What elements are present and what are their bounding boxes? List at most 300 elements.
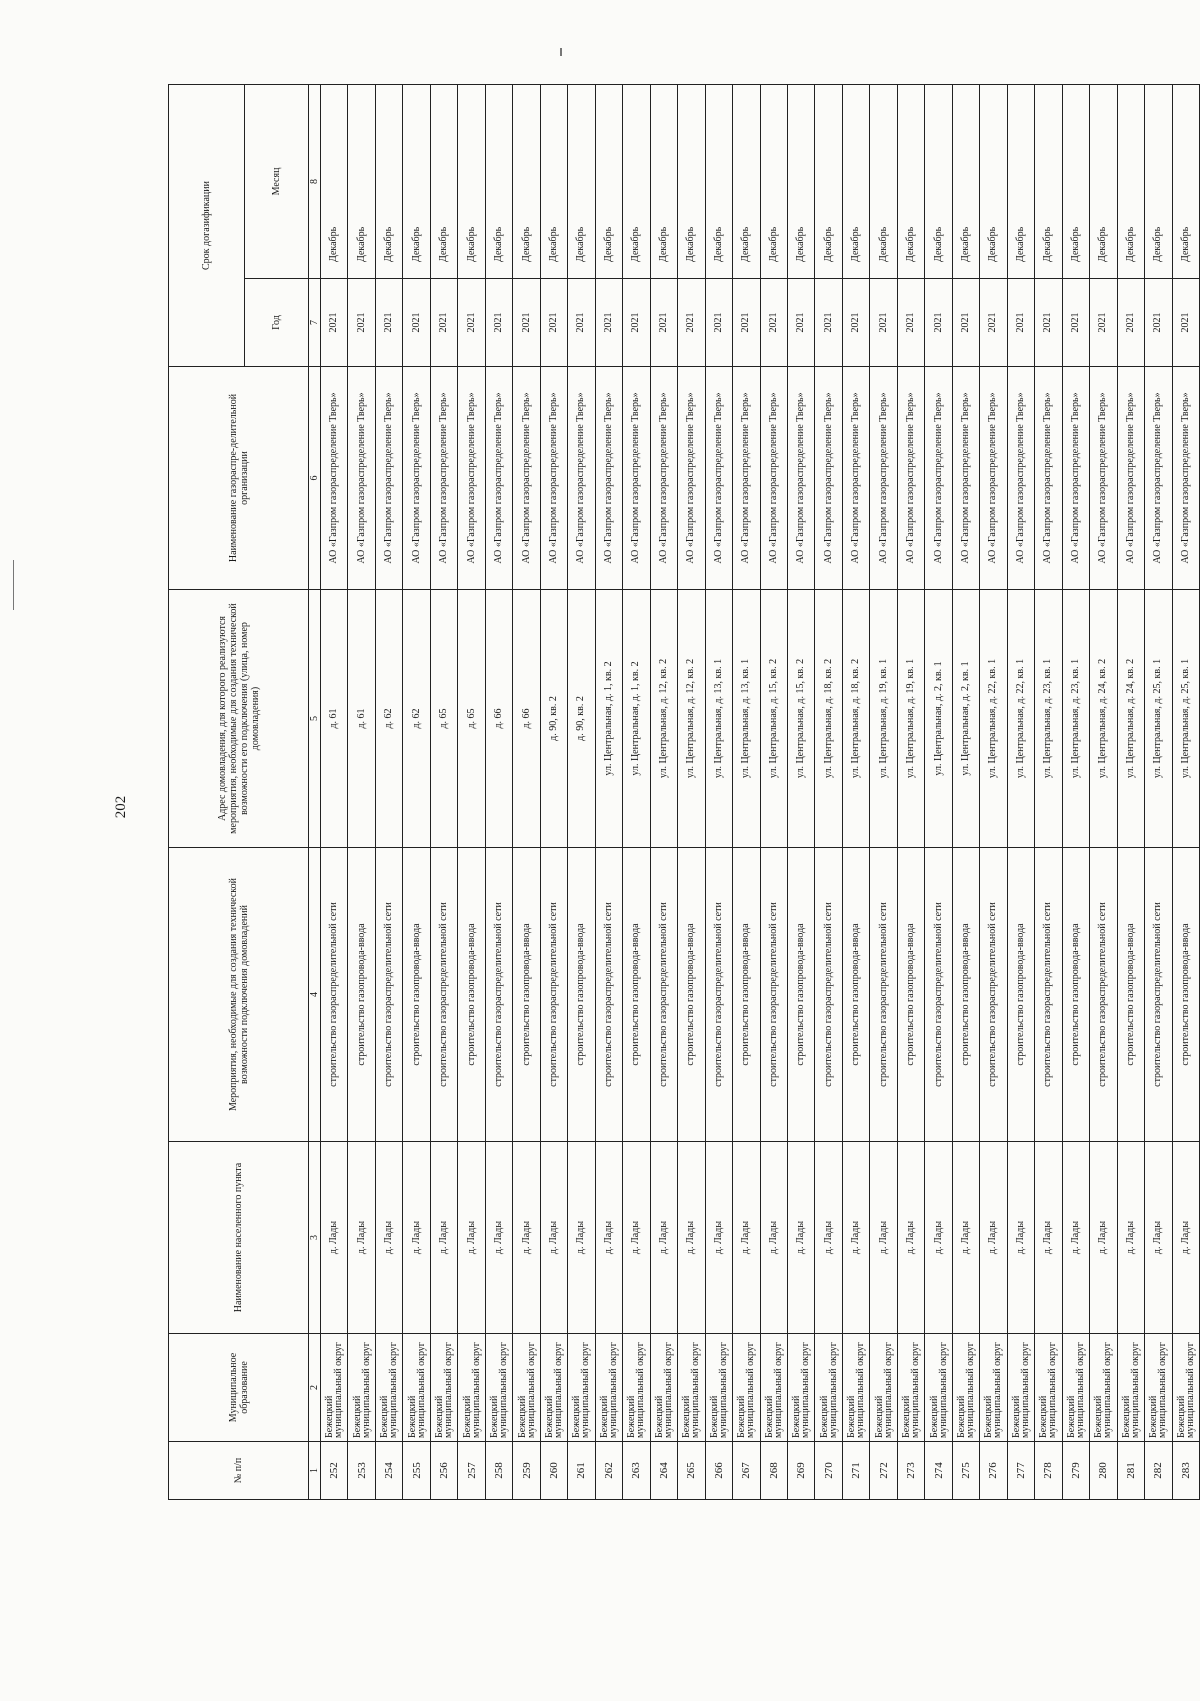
measure-cell: строительство газораспределительной сети bbox=[595, 848, 622, 1142]
row-number: 263 bbox=[623, 1442, 650, 1500]
municipality-cell: Бежецкий муниципальный округ bbox=[485, 1334, 512, 1442]
year-cell: 2021 bbox=[623, 279, 650, 367]
year-cell: 2021 bbox=[375, 279, 402, 367]
month-cell: Декабрь bbox=[760, 85, 787, 279]
year-cell: 2021 bbox=[760, 279, 787, 367]
address-cell: д. 66 bbox=[485, 590, 512, 848]
municipality-cell: Бежецкий муниципальный округ bbox=[513, 1334, 540, 1442]
municipality-cell: Бежецкий муниципальный округ bbox=[540, 1334, 567, 1442]
municipality-cell: Бежецкий муниципальный округ bbox=[1172, 1334, 1199, 1442]
measure-cell: строительство газораспределительной сети bbox=[540, 848, 567, 1142]
row-number: 252 bbox=[321, 1442, 348, 1500]
organization-cell: АО «Газпром газораспределение Тверь» bbox=[458, 367, 485, 590]
row-number: 267 bbox=[733, 1442, 760, 1500]
table-row bbox=[458, 85, 485, 1500]
address-cell: ул. Центральная, д. 12, кв. 2 bbox=[650, 590, 677, 848]
address-cell: ул. Центральная, д. 24, кв. 2 bbox=[1117, 590, 1144, 848]
year-cell: 2021 bbox=[733, 279, 760, 367]
scan-artifact bbox=[13, 560, 14, 610]
row-number: 269 bbox=[787, 1442, 814, 1500]
month-cell: Декабрь bbox=[1172, 85, 1199, 279]
column-number: 4 bbox=[309, 848, 321, 1142]
row-number: 278 bbox=[1035, 1442, 1062, 1500]
measure-cell: строительство газопровода-ввода bbox=[513, 848, 540, 1142]
organization-cell: АО «Газпром газораспределение Тверь» bbox=[760, 367, 787, 590]
organization-cell: АО «Газпром газораспределение Тверь» bbox=[1145, 367, 1172, 590]
address-cell: д. 65 bbox=[458, 590, 485, 848]
organization-cell: АО «Газпром газораспределение Тверь» bbox=[375, 367, 402, 590]
measure-cell: строительство газораспределительной сети bbox=[430, 848, 457, 1142]
measure-cell: строительство газопровода-ввода bbox=[787, 848, 814, 1142]
table-row bbox=[787, 85, 814, 1500]
table-row bbox=[678, 85, 705, 1500]
organization-cell: АО «Газпром газораспределение Тверь» bbox=[787, 367, 814, 590]
table-row bbox=[815, 85, 842, 1500]
address-cell: ул. Центральная, д. 19, кв. 1 bbox=[897, 590, 924, 848]
row-number: 271 bbox=[842, 1442, 869, 1500]
table-row bbox=[623, 85, 650, 1500]
table-row bbox=[348, 85, 375, 1500]
table-row bbox=[760, 85, 787, 1500]
municipality-cell: Бежецкий муниципальный округ bbox=[321, 1334, 348, 1442]
settlement-cell: д. Лады bbox=[403, 1142, 430, 1334]
year-cell: 2021 bbox=[952, 279, 979, 367]
row-number: 266 bbox=[705, 1442, 732, 1500]
row-number: 283 bbox=[1172, 1442, 1199, 1500]
organization-cell: АО «Газпром газораспределение Тверь» bbox=[897, 367, 924, 590]
municipality-cell: Бежецкий муниципальный округ bbox=[980, 1334, 1007, 1442]
address-cell: ул. Центральная, д. 22, кв. 1 bbox=[1007, 590, 1034, 848]
measure-cell: строительство газопровода-ввода bbox=[897, 848, 924, 1142]
measure-cell: строительство газораспределительной сети bbox=[925, 848, 952, 1142]
address-cell: д. 90, кв. 2 bbox=[568, 590, 595, 848]
settlement-cell: д. Лады bbox=[1062, 1142, 1089, 1334]
year-cell: 2021 bbox=[1145, 279, 1172, 367]
measure-cell: строительство газопровода-ввода bbox=[1007, 848, 1034, 1142]
month-cell: Декабрь bbox=[568, 85, 595, 279]
table-row bbox=[568, 85, 595, 1500]
year-cell: 2021 bbox=[1035, 279, 1062, 367]
address-cell: ул. Центральная, д. 13, кв. 1 bbox=[733, 590, 760, 848]
row-number: 260 bbox=[540, 1442, 567, 1500]
year-cell: 2021 bbox=[568, 279, 595, 367]
table-row bbox=[1007, 85, 1034, 1500]
table-row bbox=[952, 85, 979, 1500]
column-number: 3 bbox=[309, 1142, 321, 1334]
month-cell: Декабрь bbox=[430, 85, 457, 279]
column-number-row bbox=[309, 85, 321, 1500]
header-measures: Мероприятия, необходимые для создания технической возможности подключения домовладений bbox=[169, 848, 309, 1142]
table-row bbox=[1035, 85, 1062, 1500]
table-row bbox=[897, 85, 924, 1500]
measure-cell: строительство газораспределительной сети bbox=[321, 848, 348, 1142]
month-cell: Декабрь bbox=[485, 85, 512, 279]
row-number: 282 bbox=[1145, 1442, 1172, 1500]
address-cell: ул. Центральная, д. 1, кв. 2 bbox=[595, 590, 622, 848]
year-cell: 2021 bbox=[321, 279, 348, 367]
month-cell: Декабрь bbox=[1035, 85, 1062, 279]
month-cell: Декабрь bbox=[815, 85, 842, 279]
month-cell: Декабрь bbox=[1062, 85, 1089, 279]
row-number: 256 bbox=[430, 1442, 457, 1500]
organization-cell: АО «Газпром газораспределение Тверь» bbox=[842, 367, 869, 590]
table-row bbox=[842, 85, 869, 1500]
organization-cell: АО «Газпром газораспределение Тверь» bbox=[348, 367, 375, 590]
row-number: 276 bbox=[980, 1442, 1007, 1500]
row-number: 277 bbox=[1007, 1442, 1034, 1500]
measure-cell: строительство газопровода-ввода bbox=[403, 848, 430, 1142]
row-number: 254 bbox=[375, 1442, 402, 1500]
organization-cell: АО «Газпром газораспределение Тверь» bbox=[870, 367, 897, 590]
address-cell: ул. Центральная, д. 18, кв. 2 bbox=[842, 590, 869, 848]
year-cell: 2021 bbox=[678, 279, 705, 367]
measure-cell: строительство газораспределительной сети bbox=[1090, 848, 1117, 1142]
municipality-cell: Бежецкий муниципальный округ bbox=[1062, 1334, 1089, 1442]
organization-cell: АО «Газпром газораспределение Тверь» bbox=[1090, 367, 1117, 590]
month-cell: Декабрь bbox=[1090, 85, 1117, 279]
municipality-cell: Бежецкий муниципальный округ bbox=[925, 1334, 952, 1442]
municipality-cell: Бежецкий муниципальный округ bbox=[760, 1334, 787, 1442]
year-cell: 2021 bbox=[595, 279, 622, 367]
table-row bbox=[595, 85, 622, 1500]
municipality-cell: Бежецкий муниципальный округ bbox=[705, 1334, 732, 1442]
settlement-cell: д. Лады bbox=[678, 1142, 705, 1334]
table-row bbox=[485, 85, 512, 1500]
month-cell: Декабрь bbox=[705, 85, 732, 279]
page-number: 202 bbox=[113, 795, 129, 819]
address-cell: д. 61 bbox=[321, 590, 348, 848]
settlement-cell: д. Лады bbox=[540, 1142, 567, 1334]
settlement-cell: д. Лады bbox=[1117, 1142, 1144, 1334]
measure-cell: строительство газопровода-ввода bbox=[952, 848, 979, 1142]
organization-cell: АО «Газпром газораспределение Тверь» bbox=[952, 367, 979, 590]
organization-cell: АО «Газпром газораспределение Тверь» bbox=[925, 367, 952, 590]
measure-cell: строительство газораспределительной сети bbox=[1145, 848, 1172, 1142]
table-row bbox=[705, 85, 732, 1500]
month-cell: Декабрь bbox=[678, 85, 705, 279]
settlement-cell: д. Лады bbox=[1172, 1142, 1199, 1334]
address-cell: ул. Центральная, д. 25, кв. 1 bbox=[1145, 590, 1172, 848]
settlement-cell: д. Лады bbox=[733, 1142, 760, 1334]
settlement-cell: д. Лады bbox=[430, 1142, 457, 1334]
address-cell: д. 66 bbox=[513, 590, 540, 848]
address-cell: ул. Центральная, д. 23, кв. 1 bbox=[1035, 590, 1062, 848]
address-cell: ул. Центральная, д. 15, кв. 2 bbox=[760, 590, 787, 848]
row-number: 253 bbox=[348, 1442, 375, 1500]
settlement-cell: д. Лады bbox=[513, 1142, 540, 1334]
organization-cell: АО «Газпром газораспределение Тверь» bbox=[568, 367, 595, 590]
month-cell: Декабрь bbox=[650, 85, 677, 279]
municipality-cell: Бежецкий муниципальный округ bbox=[403, 1334, 430, 1442]
year-cell: 2021 bbox=[1090, 279, 1117, 367]
organization-cell: АО «Газпром газораспределение Тверь» bbox=[485, 367, 512, 590]
settlement-cell: д. Лады bbox=[1035, 1142, 1062, 1334]
address-cell: ул. Центральная, д. 2, кв. 1 bbox=[925, 590, 952, 848]
month-cell: Декабрь bbox=[870, 85, 897, 279]
settlement-cell: д. Лады bbox=[952, 1142, 979, 1334]
settlement-cell: д. Лады bbox=[815, 1142, 842, 1334]
header-year: Год bbox=[245, 279, 309, 367]
table-body bbox=[321, 85, 1200, 1500]
measure-cell: строительство газораспределительной сети bbox=[870, 848, 897, 1142]
organization-cell: АО «Газпром газораспределение Тверь» bbox=[678, 367, 705, 590]
settlement-cell: д. Лады bbox=[568, 1142, 595, 1334]
month-cell: Декабрь bbox=[842, 85, 869, 279]
measure-cell: строительство газораспределительной сети bbox=[705, 848, 732, 1142]
table-row bbox=[650, 85, 677, 1500]
month-cell: Декабрь bbox=[1145, 85, 1172, 279]
municipality-cell: Бежецкий муниципальный округ bbox=[678, 1334, 705, 1442]
row-number: 255 bbox=[403, 1442, 430, 1500]
municipality-cell: Бежецкий муниципальный округ bbox=[375, 1334, 402, 1442]
settlement-cell: д. Лады bbox=[1007, 1142, 1034, 1334]
municipality-cell: Бежецкий муниципальный округ bbox=[870, 1334, 897, 1442]
header-settlement: Наименование населенного пункта bbox=[169, 1142, 309, 1334]
table-row bbox=[1172, 85, 1199, 1500]
table-row bbox=[403, 85, 430, 1500]
month-cell: Декабрь bbox=[540, 85, 567, 279]
table-row bbox=[375, 85, 402, 1500]
header-num: № п/п bbox=[169, 1442, 309, 1500]
year-cell: 2021 bbox=[815, 279, 842, 367]
measure-cell: строительство газопровода-ввода bbox=[623, 848, 650, 1142]
month-cell: Декабрь bbox=[513, 85, 540, 279]
settlement-cell: д. Лады bbox=[870, 1142, 897, 1334]
table-row bbox=[733, 85, 760, 1500]
measure-cell: строительство газораспределительной сети bbox=[485, 848, 512, 1142]
year-cell: 2021 bbox=[842, 279, 869, 367]
address-cell: д. 65 bbox=[430, 590, 457, 848]
settlement-cell: д. Лады bbox=[623, 1142, 650, 1334]
organization-cell: АО «Газпром газораспределение Тверь» bbox=[321, 367, 348, 590]
header-deadline: Срок догазификации bbox=[169, 85, 245, 367]
organization-cell: АО «Газпром газораспределение Тверь» bbox=[1172, 367, 1199, 590]
settlement-cell: д. Лады bbox=[705, 1142, 732, 1334]
municipality-cell: Бежецкий муниципальный округ bbox=[1090, 1334, 1117, 1442]
settlement-cell: д. Лады bbox=[787, 1142, 814, 1334]
measure-cell: строительство газопровода-ввода bbox=[348, 848, 375, 1142]
organization-cell: АО «Газпром газораспределение Тверь» bbox=[1117, 367, 1144, 590]
organization-cell: АО «Газпром газораспределение Тверь» bbox=[623, 367, 650, 590]
municipality-cell: Бежецкий муниципальный округ bbox=[430, 1334, 457, 1442]
row-number: 258 bbox=[485, 1442, 512, 1500]
measure-cell: строительство газораспределительной сети bbox=[815, 848, 842, 1142]
table-header bbox=[169, 85, 321, 1500]
municipality-cell: Бежецкий муниципальный округ bbox=[787, 1334, 814, 1442]
header-municipality: Муниципальное образование bbox=[169, 1334, 309, 1442]
year-cell: 2021 bbox=[1007, 279, 1034, 367]
table-row bbox=[540, 85, 567, 1500]
year-cell: 2021 bbox=[1062, 279, 1089, 367]
year-cell: 2021 bbox=[430, 279, 457, 367]
settlement-cell: д. Лады bbox=[980, 1142, 1007, 1334]
table-row bbox=[321, 85, 348, 1500]
municipality-cell: Бежецкий муниципальный округ bbox=[595, 1334, 622, 1442]
month-cell: Декабрь bbox=[897, 85, 924, 279]
organization-cell: АО «Газпром газораспределение Тверь» bbox=[705, 367, 732, 590]
organization-cell: АО «Газпром газораспределение Тверь» bbox=[650, 367, 677, 590]
year-cell: 2021 bbox=[458, 279, 485, 367]
row-number: 257 bbox=[458, 1442, 485, 1500]
measure-cell: строительство газопровода-ввода bbox=[458, 848, 485, 1142]
row-number: 274 bbox=[925, 1442, 952, 1500]
municipality-cell: Бежецкий муниципальный округ bbox=[458, 1334, 485, 1442]
organization-cell: АО «Газпром газораспределение Тверь» bbox=[815, 367, 842, 590]
address-cell: ул. Центральная, д. 24, кв. 2 bbox=[1090, 590, 1117, 848]
row-number: 273 bbox=[897, 1442, 924, 1500]
row-number: 281 bbox=[1117, 1442, 1144, 1500]
address-cell: ул. Центральная, д. 18, кв. 2 bbox=[815, 590, 842, 848]
organization-cell: АО «Газпром газораспределение Тверь» bbox=[430, 367, 457, 590]
year-cell: 2021 bbox=[650, 279, 677, 367]
settlement-cell: д. Лады bbox=[595, 1142, 622, 1334]
measure-cell: строительство газопровода-ввода bbox=[842, 848, 869, 1142]
month-cell: Декабрь bbox=[595, 85, 622, 279]
row-number: 259 bbox=[513, 1442, 540, 1500]
municipality-cell: Бежецкий муниципальный округ bbox=[1007, 1334, 1034, 1442]
settlement-cell: д. Лады bbox=[458, 1142, 485, 1334]
table-row bbox=[980, 85, 1007, 1500]
row-number: 275 bbox=[952, 1442, 979, 1500]
scan-artifact bbox=[560, 48, 562, 56]
month-cell: Декабрь bbox=[403, 85, 430, 279]
row-number: 261 bbox=[568, 1442, 595, 1500]
settlement-cell: д. Лады bbox=[485, 1142, 512, 1334]
measure-cell: строительство газопровода-ввода bbox=[678, 848, 705, 1142]
month-cell: Декабрь bbox=[980, 85, 1007, 279]
address-cell: ул. Центральная, д. 22, кв. 1 bbox=[980, 590, 1007, 848]
organization-cell: АО «Газпром газораспределение Тверь» bbox=[540, 367, 567, 590]
year-cell: 2021 bbox=[980, 279, 1007, 367]
measure-cell: строительство газопровода-ввода bbox=[1117, 848, 1144, 1142]
address-cell: ул. Центральная, д. 19, кв. 1 bbox=[870, 590, 897, 848]
month-cell: Декабрь bbox=[375, 85, 402, 279]
organization-cell: АО «Газпром газораспределение Тверь» bbox=[403, 367, 430, 590]
table-row bbox=[1062, 85, 1089, 1500]
address-cell: д. 90, кв. 2 bbox=[540, 590, 567, 848]
measure-cell: строительство газораспределительной сети bbox=[650, 848, 677, 1142]
column-number: 8 bbox=[309, 85, 321, 279]
row-number: 280 bbox=[1090, 1442, 1117, 1500]
municipality-cell: Бежецкий муниципальный округ bbox=[1035, 1334, 1062, 1442]
settlement-cell: д. Лады bbox=[842, 1142, 869, 1334]
settlement-cell: д. Лады bbox=[897, 1142, 924, 1334]
year-cell: 2021 bbox=[705, 279, 732, 367]
organization-cell: АО «Газпром газораспределение Тверь» bbox=[1062, 367, 1089, 590]
column-number: 1 bbox=[309, 1442, 321, 1500]
column-number: 7 bbox=[309, 279, 321, 367]
year-cell: 2021 bbox=[540, 279, 567, 367]
settlement-cell: д. Лады bbox=[1145, 1142, 1172, 1334]
municipality-cell: Бежецкий муниципальный округ bbox=[952, 1334, 979, 1442]
table-row bbox=[1117, 85, 1144, 1500]
table-row bbox=[870, 85, 897, 1500]
measure-cell: строительство газопровода-ввода bbox=[568, 848, 595, 1142]
municipality-cell: Бежецкий муниципальный округ bbox=[733, 1334, 760, 1442]
measure-cell: строительство газораспределительной сети bbox=[980, 848, 1007, 1142]
organization-cell: АО «Газпром газораспределение Тверь» bbox=[1007, 367, 1034, 590]
measure-cell: строительство газораспределительной сети bbox=[1035, 848, 1062, 1142]
municipality-cell: Бежецкий муниципальный округ bbox=[623, 1334, 650, 1442]
settlement-cell: д. Лады bbox=[375, 1142, 402, 1334]
month-cell: Декабрь bbox=[348, 85, 375, 279]
measure-cell: строительство газораспределительной сети bbox=[760, 848, 787, 1142]
municipality-cell: Бежецкий муниципальный округ bbox=[1117, 1334, 1144, 1442]
municipality-cell: Бежецкий муниципальный округ bbox=[1145, 1334, 1172, 1442]
column-number: 2 bbox=[309, 1334, 321, 1442]
address-cell: ул. Центральная, д. 2, кв. 1 bbox=[952, 590, 979, 848]
month-cell: Декабрь bbox=[1007, 85, 1034, 279]
year-cell: 2021 bbox=[513, 279, 540, 367]
municipality-cell: Бежецкий муниципальный округ bbox=[348, 1334, 375, 1442]
row-number: 262 bbox=[595, 1442, 622, 1500]
month-cell: Декабрь bbox=[458, 85, 485, 279]
row-number: 270 bbox=[815, 1442, 842, 1500]
row-number: 265 bbox=[678, 1442, 705, 1500]
header-org: Наименование газораспре-делительной организации bbox=[169, 367, 309, 590]
settlement-cell: д. Лады bbox=[348, 1142, 375, 1334]
measure-cell: строительство газопровода-ввода bbox=[733, 848, 760, 1142]
settlement-cell: д. Лады bbox=[321, 1142, 348, 1334]
column-number: 6 bbox=[309, 367, 321, 590]
header-month: Месяц bbox=[245, 85, 309, 279]
month-cell: Декабрь bbox=[1117, 85, 1144, 279]
organization-cell: АО «Газпром газораспределение Тверь» bbox=[733, 367, 760, 590]
address-cell: д. 62 bbox=[403, 590, 430, 848]
organization-cell: АО «Газпром газораспределение Тверь» bbox=[513, 367, 540, 590]
month-cell: Декабрь bbox=[733, 85, 760, 279]
year-cell: 2021 bbox=[787, 279, 814, 367]
table-row bbox=[925, 85, 952, 1500]
address-cell: ул. Центральная, д. 15, кв. 2 bbox=[787, 590, 814, 848]
rotated-table-container bbox=[168, 85, 1200, 1500]
table-row bbox=[1090, 85, 1117, 1500]
settlement-cell: д. Лады bbox=[650, 1142, 677, 1334]
municipality-cell: Бежецкий муниципальный округ bbox=[568, 1334, 595, 1442]
organization-cell: АО «Газпром газораспределение Тверь» bbox=[595, 367, 622, 590]
address-cell: д. 61 bbox=[348, 590, 375, 848]
row-number: 268 bbox=[760, 1442, 787, 1500]
settlement-cell: д. Лады bbox=[760, 1142, 787, 1334]
settlement-cell: д. Лады bbox=[925, 1142, 952, 1334]
row-number: 272 bbox=[870, 1442, 897, 1500]
year-cell: 2021 bbox=[485, 279, 512, 367]
table-row bbox=[1145, 85, 1172, 1500]
table-row bbox=[513, 85, 540, 1500]
year-cell: 2021 bbox=[403, 279, 430, 367]
table-row bbox=[430, 85, 457, 1500]
year-cell: 2021 bbox=[348, 279, 375, 367]
measure-cell: строительство газопровода-ввода bbox=[1172, 848, 1199, 1142]
address-cell: ул. Центральная, д. 1, кв. 2 bbox=[623, 590, 650, 848]
organization-cell: АО «Газпром газораспределение Тверь» bbox=[1035, 367, 1062, 590]
address-cell: ул. Центральная, д. 12, кв. 2 bbox=[678, 590, 705, 848]
column-number: 5 bbox=[309, 590, 321, 848]
row-number: 279 bbox=[1062, 1442, 1089, 1500]
measure-cell: строительство газопровода-ввода bbox=[1062, 848, 1089, 1142]
municipality-cell: Бежецкий муниципальный округ bbox=[650, 1334, 677, 1442]
month-cell: Декабрь bbox=[787, 85, 814, 279]
address-cell: д. 62 bbox=[375, 590, 402, 848]
year-cell: 2021 bbox=[870, 279, 897, 367]
address-cell: ул. Центральная, д. 25, кв. 1 bbox=[1172, 590, 1199, 848]
organization-cell: АО «Газпром газораспределение Тверь» bbox=[980, 367, 1007, 590]
municipality-cell: Бежецкий муниципальный округ bbox=[815, 1334, 842, 1442]
address-cell: ул. Центральная, д. 13, кв. 1 bbox=[705, 590, 732, 848]
year-cell: 2021 bbox=[897, 279, 924, 367]
year-cell: 2021 bbox=[925, 279, 952, 367]
month-cell: Декабрь bbox=[925, 85, 952, 279]
